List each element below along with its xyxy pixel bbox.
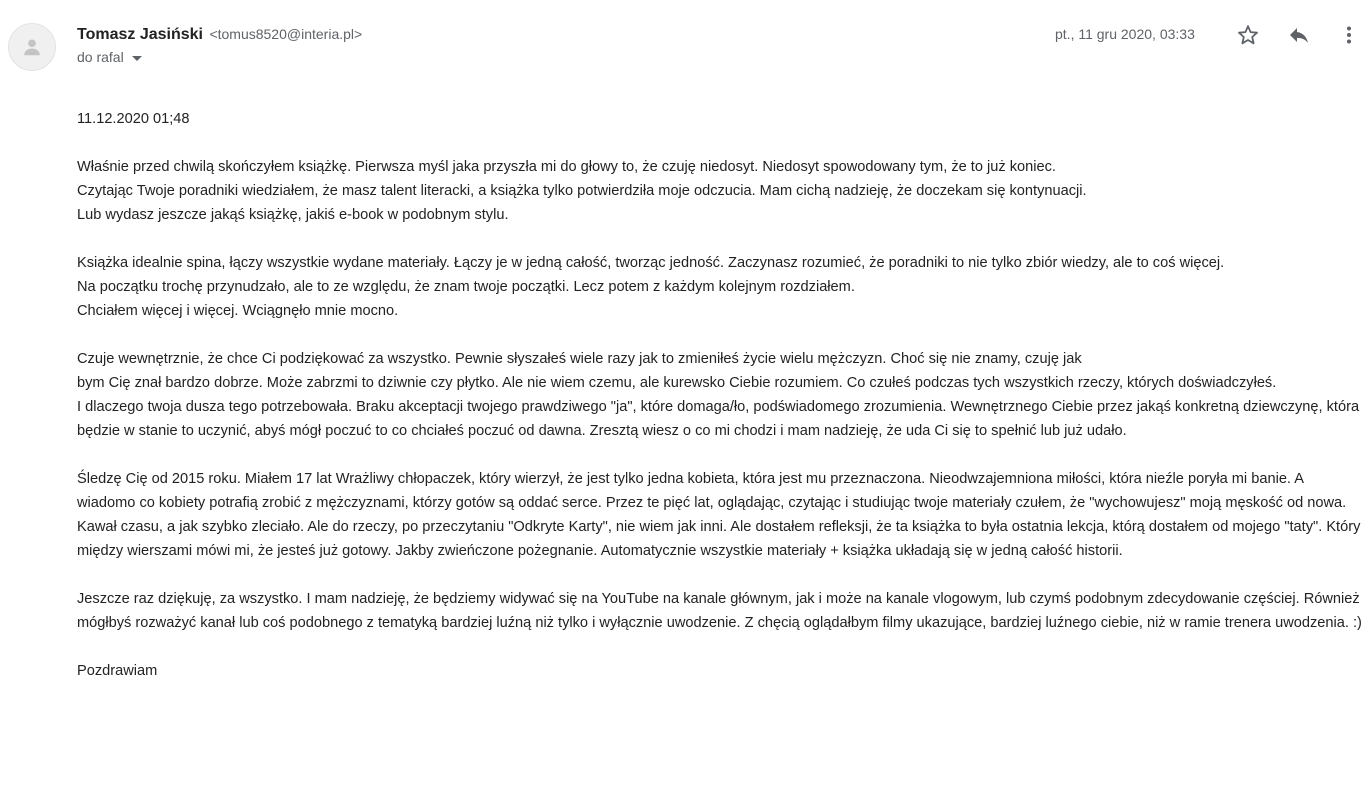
body-line: Czytając Twoje poradniki wiedziałem, że masz talent literacki, a książka tylko potwierdziła moje odczucia. Mam cichą nadzieję, że doczekam się kontynuacji. <box>77 183 1087 199</box>
body-line: Książka idealnie spina, łączy wszystkie wydane materiały. Łączy je w jedną całość, tworząc jedność. Zaczynasz rozumieć, że poradniki to nie tylko zbiór wiedzy, ale to coś więcej. <box>77 255 1225 271</box>
message-body <box>77 107 1362 683</box>
recipient-label: do rafal <box>77 49 124 65</box>
reply-button[interactable] <box>1286 22 1312 48</box>
more-options-button[interactable] <box>1336 22 1362 48</box>
chevron-down-icon <box>132 56 142 61</box>
body-line: Lub wydasz jeszcze jakąś książkę, jakiś e-book w podobnym stylu. <box>77 207 509 223</box>
body-paragraph <box>77 155 1362 227</box>
body-line: mógłbyś rozważyć kanał lub coś podobnego z tematyką bardziej luźną niż tylko i wyłącznie uwodzenie. Z chęcią oglądałbym filmy ukazujące, bardziej luźnego ciebie, niż w ramie trenera uwodzenia. :) <box>77 615 1362 631</box>
sender-email: <tomus8520@interia.pl> <box>209 26 363 42</box>
body-line: I dlaczego twoja dusza tego potrzebowała. Braku akceptacji twojego prawdziwego "ja", które domaga/ło, podświadomego zrozumienia. Wewnętrznego Ciebie przez jakąś konkretną dziewczynę, która będzie w stanie to uczynić, abyś mógł poczuć to co chciałeś poczuć od dawna. Zresztą wiesz o co mi chodzi i mam nadzieję, że uda Ci się to spełnić lub już udało. <box>77 399 1360 439</box>
body-paragraph <box>77 659 1362 683</box>
person-icon <box>21 36 43 58</box>
star-button[interactable] <box>1235 22 1261 48</box>
sender-line <box>77 24 362 45</box>
body-paragraph <box>77 587 1362 635</box>
body-line: Śledzę Cię od 2015 roku. Miałem 17 lat Wrażliwy chłopaczek, który wierzył, że jest tylko jedna kobieta, która jest mu przeznaczona. Nieodwzajemniona miłości, która nieźle poryła mi banie. A wiadomo co kobiety potrafią zrobić z mężczyznami, którzy gotów są oddać serce. Przez te pięć lat, oglądając, czytając i studiując twoje materiały czułem, że "wychowujesz" moją męskość od nowa. Kawał czasu, a jak szybko zleciało. Ale do rzeczy, po przeczytaniu "Odkryte Karty", nie wiem jak inni. Ale dostałem refleksji, że ta książka to była ostatnia lekcja, którą dostałem od mojego "taty". Który między wierszami mówi mi, że jesteś już gotowy. Jakby zwieńczone pożegnanie. Automatycznie wszystkie materiały + książka układają się w jedną całość historii. <box>77 471 1361 559</box>
signoff: Pozdrawiam <box>77 663 158 679</box>
body-paragraph <box>77 107 1362 131</box>
message-date: pt., 11 gru 2020, 03:33 <box>1055 26 1195 42</box>
body-line: Na początku trochę przynudzało, ale to ze względu, że znam twoje początki. Lecz potem z każdym kolejnym rozdziałem. <box>77 279 855 295</box>
sender-name[interactable]: Tomasz Jasiński <box>77 26 203 43</box>
body-line: bym Cię znał bardzo dobrze. Może zabrzmi to dziwnie czy płytko. Ale nie wiem czemu, ale kurewsko Ciebie rozumiem. Co czułeś podczas tych wszystkich rzeczy, których doświadczyłeś. <box>77 375 1277 391</box>
body-line: Właśnie przed chwilą skończyłem książkę. Pierwsza myśl jaka przyszła mi do głowy to, że czuję niedosyt. Niedosyt spowodowany tym, że to już koniec. <box>77 159 1056 175</box>
body-line: Chciałem więcej i więcej. Wciągnęło mnie mocno. <box>77 303 399 319</box>
body-paragraph <box>77 347 1362 443</box>
body-line: Jeszcze raz dziękuję, za wszystko. I mam nadzieję, że będziemy widywać się na YouTube na kanale głównym, jak i może na kanale vlogowym, lub czymś podobnym zdecydowanie częściej. Również <box>77 591 1360 607</box>
more-vert-icon <box>1337 23 1361 47</box>
star-icon <box>1236 23 1260 47</box>
body-line: Czuje wewnętrznie, że chce Ci podziękować za wszystko. Pewnie słyszałeś wiele razy jak to zmieniłeś życie wielu mężczyzn. Choć się nie znamy, czuję jak <box>77 351 1082 367</box>
body-paragraph <box>77 251 1362 323</box>
sender-avatar[interactable] <box>8 23 56 71</box>
reply-icon <box>1287 23 1311 47</box>
recipient-details-toggle[interactable] <box>77 49 142 65</box>
body-line: 11.12.2020 01;48 <box>77 111 190 127</box>
body-paragraph <box>77 467 1362 563</box>
